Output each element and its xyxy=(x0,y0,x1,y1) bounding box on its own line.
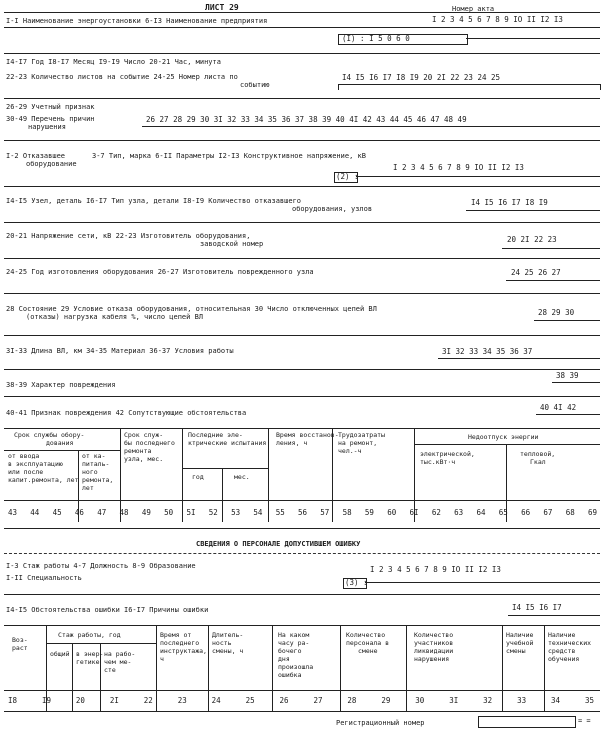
shift-staff-header-2: персонала в xyxy=(346,639,390,647)
table2-col-num: I9 xyxy=(41,696,51,705)
service-life-header-2: дования xyxy=(46,439,74,447)
table1-col-num: 57 xyxy=(320,508,330,517)
training-tools-header-3: средств xyxy=(548,647,576,655)
heat-energy-header: тепловой, xyxy=(520,450,556,458)
shift-duration-header-3: смены, ч xyxy=(212,647,244,655)
table1-col-num: 59 xyxy=(364,508,374,517)
table2-col-num: 34 xyxy=(551,696,561,705)
heat-energy-unit: Гкал xyxy=(530,458,546,466)
table2-col-num: 3I xyxy=(449,696,459,705)
sheets-count-label-2: событию xyxy=(240,81,270,89)
voltage-nums: 20 2I 22 23 xyxy=(507,235,557,244)
restore-time-header-2: ления, ч xyxy=(276,439,308,447)
failed-equipment-label: I-2 Отказавшее xyxy=(6,152,66,160)
table2-col-num: 30 xyxy=(415,696,425,705)
work-exp-workplace-2: чем ме- xyxy=(104,658,132,666)
participants-header-2: участников xyxy=(414,639,454,647)
table1-col-num: 50 xyxy=(164,508,174,517)
equipment-nums: I 2 3 4 5 6 7 8 9 IO II I2 I3 xyxy=(393,163,524,172)
from-capital-4: ремонта, xyxy=(82,476,114,484)
voltage-label: 20-21 Напряжение сети, кВ 22-23 Изготовитель оборудования, xyxy=(6,232,251,240)
error-nums: I4 I5 I6 I7 xyxy=(512,603,562,612)
table2-col-num: 2I xyxy=(109,696,119,705)
labor-header: Трудозатраты xyxy=(338,431,385,439)
act-number-digits: I 2 3 4 5 6 7 8 9 IO II I2 I3 xyxy=(432,15,563,24)
table1-col-num: 6I xyxy=(409,508,419,517)
causes-label-2: нарушения xyxy=(28,123,66,131)
unit-life-header-3: ремонта xyxy=(124,447,152,455)
age-header-2: раст xyxy=(12,644,28,652)
last-tests-header-2: ктрические испытания xyxy=(188,439,267,447)
electric-energy-unit: тыс.кВт·ч xyxy=(420,458,456,466)
table1-col-num: 46 xyxy=(74,508,84,517)
service-life-capital-repair: капит.ремонта, лет xyxy=(8,476,79,484)
table1-col-num: 47 xyxy=(97,508,107,517)
service-life-from-commissioning: от ввода xyxy=(8,452,40,460)
table2-col-num: 35 xyxy=(585,696,595,705)
last-tests-month: мес. xyxy=(234,473,250,481)
sheets-count-nums: I4 I5 I6 I7 I8 I9 20 2I 22 23 24 25 xyxy=(342,73,501,82)
table1-col-num: 55 xyxy=(275,508,285,517)
unit-part-label-2: оборудования, узлов xyxy=(292,205,373,213)
table1-col-num: 54 xyxy=(253,508,263,517)
training-tools-header: Наличие xyxy=(548,631,576,639)
table2-col-num: 26 xyxy=(279,696,289,705)
table2-col-num: 29 xyxy=(381,696,391,705)
error-hour-header-6: ошибка xyxy=(278,671,302,679)
briefing-time-header-2: последнего xyxy=(160,639,200,647)
failed-equipment-label-2: оборудование xyxy=(26,160,77,168)
state-nums: 28 29 30 xyxy=(538,308,575,317)
act-code-marker: (I) : I 5 0 6 0 xyxy=(342,34,410,43)
table2-col-num: 20 xyxy=(75,696,85,705)
table1-col-num: 68 xyxy=(565,508,575,517)
table1-col-num: 5I xyxy=(186,508,196,517)
training-shift-header-2: учебной xyxy=(506,639,534,647)
service-life-header: Срок службы обору- xyxy=(14,431,85,439)
service-life-in-operation: в эксплуатацию xyxy=(8,460,63,468)
causes-nums: 26 27 28 29 30 3I 32 33 34 35 36 37 38 39 40 4I 42 43 44 45 46 47 48 49 xyxy=(146,115,467,124)
table1-col-num: 53 xyxy=(231,508,241,517)
sheets-count-label: 22-23 Количество листов на событие 24-25 Номер листа по xyxy=(6,73,238,81)
table2-col-num: 33 xyxy=(517,696,527,705)
causes-label: 30-49 Перечень причин xyxy=(6,115,95,123)
unit-part-label: I4-I5 Узел, деталь I6-I7 Тип узла, детали I8-I9 Количество отказавшего xyxy=(6,197,302,205)
training-shift-header-3: смены xyxy=(506,647,526,655)
specialty-label: I-II Специальность xyxy=(6,574,82,582)
work-exp-energy-2: гетике xyxy=(76,658,100,666)
table2-col-num: 23 xyxy=(177,696,187,705)
table2-col-num: 27 xyxy=(313,696,323,705)
table2-col-num: 28 xyxy=(347,696,357,705)
table2-col-num: 22 xyxy=(143,696,153,705)
line-length-nums: 3I 32 33 34 35 36 37 xyxy=(442,347,533,356)
shift-staff-header-3: смене xyxy=(358,647,378,655)
voltage-label-2: заводской номер xyxy=(200,240,264,248)
from-capital-2: питаль- xyxy=(82,460,110,468)
table1-col-num: 62 xyxy=(431,508,441,517)
error-hour-header-5: произошла xyxy=(278,663,314,671)
table2-col-num: 24 xyxy=(211,696,221,705)
labor-header-2: на ремонт, xyxy=(338,439,378,447)
manufacture-year-label: 24-25 Год изготовления оборудования 26-27 Изготовитель поврежденного узла xyxy=(6,268,314,276)
table1-col-num: 67 xyxy=(543,508,553,517)
energy-undersupply-header: Недоотпуск энергии xyxy=(468,433,539,441)
last-tests-header: Последние эле- xyxy=(188,431,243,439)
work-exp-total: общий xyxy=(50,650,70,658)
error-hour-header-2: часу ра- xyxy=(278,639,310,647)
table1-col-num: 52 xyxy=(208,508,218,517)
table1-col-num: 48 xyxy=(119,508,129,517)
registration-mark: = = xyxy=(578,717,591,725)
table1-col-num: 66 xyxy=(521,508,531,517)
table1-col-num: 49 xyxy=(141,508,151,517)
briefing-time-header-4: ч xyxy=(160,655,164,663)
table1-col-num: 65 xyxy=(498,508,508,517)
table1-col-num: 56 xyxy=(298,508,308,517)
participants-header-3: ликвидации xyxy=(414,647,454,655)
work-exp-workplace-1: на рабо- xyxy=(104,650,136,658)
personnel-section-title: СВЕДЕНИЯ О ПЕРСОНАЛЕ ДОПУСТИВШЕМ ОШИБКУ xyxy=(196,540,361,548)
training-tools-header-2: технических xyxy=(548,639,592,647)
table2-col-num: 25 xyxy=(245,696,255,705)
line-length-label: 3I-33 Длина ВЛ, км 34-35 Материал 36-37 Условия работы xyxy=(6,347,234,355)
act-number-label: Номер акта xyxy=(452,5,495,13)
shift-duration-header: Длитель- xyxy=(212,631,244,639)
electric-energy-header: электрической, xyxy=(420,450,475,458)
table1-col-num: 60 xyxy=(387,508,397,517)
participants-header: Количество xyxy=(414,631,454,639)
work-exp-energy-1: в энер- xyxy=(76,650,104,658)
equipment-marker: (2) : xyxy=(336,172,359,181)
from-capital-1: от ка- xyxy=(82,452,106,460)
table1-col-num: 58 xyxy=(342,508,352,517)
error-hour-header: На каком xyxy=(278,631,310,639)
restore-time-header: Время восстанов- xyxy=(276,431,339,439)
table1-col-num: 45 xyxy=(52,508,62,517)
unit-life-header: Срок служ- xyxy=(124,431,164,439)
age-header: Воз- xyxy=(12,636,28,644)
table1-col-num: 64 xyxy=(476,508,486,517)
row-enterprise-label: I-I Наименование энергоустановки 6-I3 Наименование предприятия xyxy=(6,17,268,25)
unit-life-header-4: узла, мес. xyxy=(124,455,164,463)
personnel-nums: I 2 3 4 5 6 7 8 9 IO II I2 I3 xyxy=(370,565,501,574)
training-shift-header: Наличие xyxy=(506,631,534,639)
from-capital-3: ного xyxy=(82,468,98,476)
state-label-2: (отказы) нагрузка кабеля %, число цепей ВЛ xyxy=(26,313,204,321)
from-capital-5: лет xyxy=(82,484,94,492)
personnel-marker: (3) : xyxy=(345,578,368,587)
table1-col-num: 44 xyxy=(30,508,40,517)
error-circumstances-label: I4-I5 Обстоятельства ошибки I6-I7 Причины ошибки xyxy=(6,606,209,614)
labor-header-3: чел.-ч xyxy=(338,447,362,455)
shift-duration-header-2: ность xyxy=(212,639,232,647)
manufacture-year-nums: 24 25 26 27 xyxy=(511,268,561,277)
unit-life-header-2: бы последнего xyxy=(124,439,175,447)
table2-col-num: I8 xyxy=(8,696,18,705)
last-tests-year: год xyxy=(192,473,204,481)
state-label: 28 Состояние 29 Условие отказа оборудования, относительная 30 Число отключенных цепей ВЛ xyxy=(6,305,377,313)
table1-col-num: 69 xyxy=(588,508,598,517)
briefing-time-header-3: инструктажа, xyxy=(160,647,207,655)
personnel-experience-label: I-3 Стаж работы 4-7 Должность 8-9 Образование xyxy=(6,562,196,570)
briefing-time-header: Время от xyxy=(160,631,192,639)
registration-number-field[interactable] xyxy=(478,716,576,728)
accounting-label: 26-29 Учетный признак xyxy=(6,103,95,111)
service-life-or-after: или после xyxy=(8,468,44,476)
shift-staff-header: Количество xyxy=(346,631,386,639)
error-hour-header-3: бочего xyxy=(278,647,302,655)
participants-header-4: нарушения xyxy=(414,655,450,663)
sheet-title: ЛИСТ 29 xyxy=(205,3,239,12)
damage-type-label: 38-39 Характер повреждения xyxy=(6,381,116,389)
damage-sign-label: 40-41 Признак повреждения 42 Сопутствующие обстоятельства xyxy=(6,409,247,417)
training-tools-header-4: обучения xyxy=(548,655,580,663)
registration-number-label: Регистрационный номер xyxy=(336,719,425,727)
work-experience-header: Стаж работы, год xyxy=(58,631,121,639)
table1-col-num: 43 xyxy=(8,508,18,517)
error-hour-header-4: дня xyxy=(278,655,290,663)
work-exp-workplace-3: сте xyxy=(104,666,116,674)
damage-type-nums: 38 39 xyxy=(556,371,579,380)
date-time-label: I4-I7 Год I8-I7 Месяц I9-I9 Число 20-21 Час, минута xyxy=(6,58,221,66)
table1-col-num: 63 xyxy=(454,508,464,517)
damage-sign-nums: 40 4I 42 xyxy=(540,403,577,412)
type-params-label: 3-7 Тип, марка 6-II Параметры I2-I3 Конструктивное напряжение, кВ xyxy=(92,152,366,160)
unit-part-nums: I4 I5 I6 I7 I8 I9 xyxy=(471,198,548,207)
table2-col-num: 32 xyxy=(483,696,493,705)
